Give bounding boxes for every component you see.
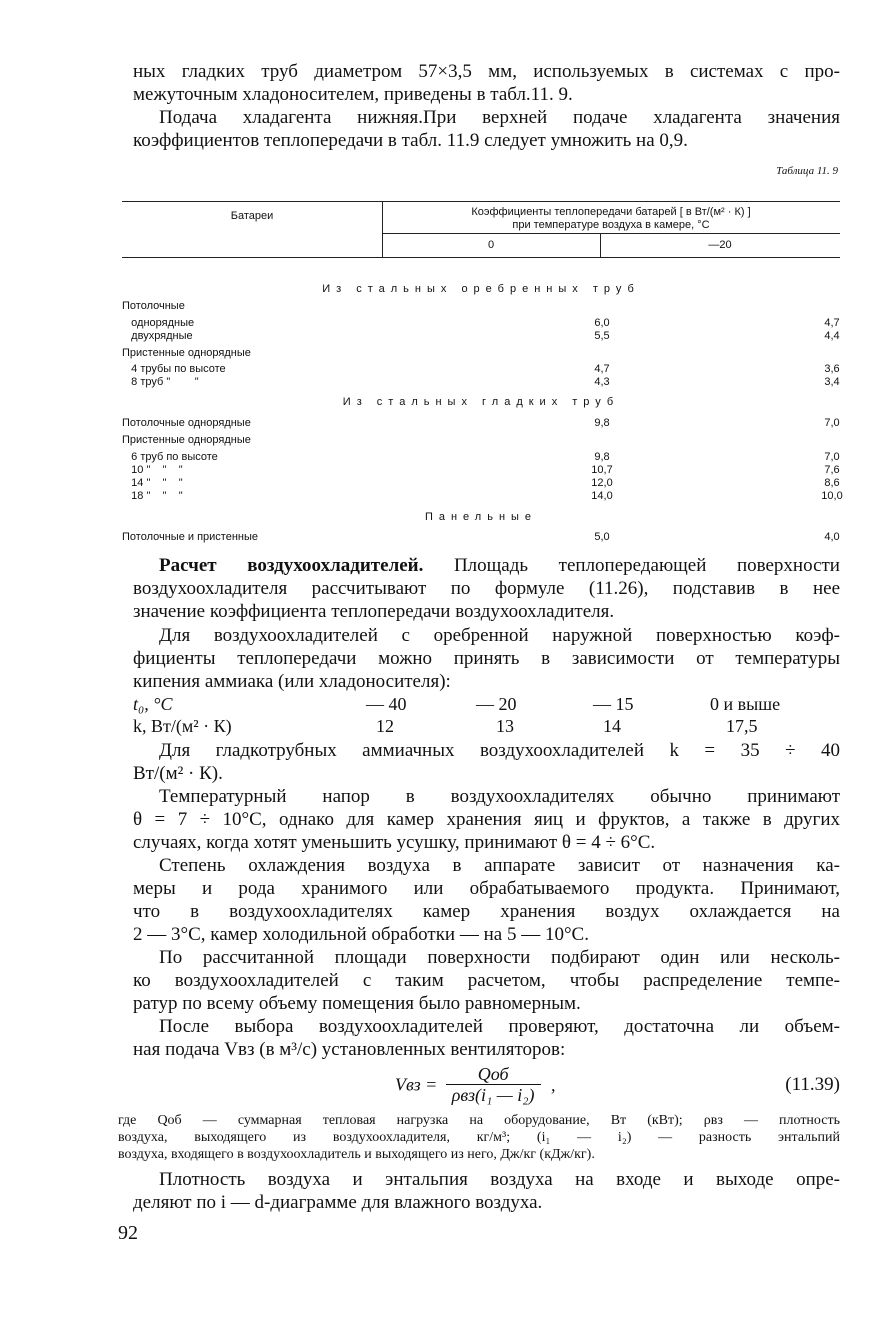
k-value: 12 (376, 716, 394, 736)
page-number: 92 (118, 1222, 138, 1244)
battery-name: Потолочные (122, 300, 185, 312)
coef-at-0: 4,3 (594, 376, 610, 388)
k-value: 17,5 (726, 716, 758, 736)
k-value: 0 и выше (710, 694, 781, 714)
text-line: воздухоохладителя рассчитывают по формуле (11.26), подставив в нее (133, 578, 840, 599)
text-line: После выбора воздухоохладителей проверяют, достаточна ли объем- (159, 1016, 840, 1037)
k-row-coefficient (133, 716, 840, 737)
text-line: Температурный напор в воздухоохладителях обычно принимают (159, 786, 840, 807)
table-head-rule (122, 257, 840, 258)
table-row (122, 317, 840, 330)
text-line (133, 554, 840, 577)
battery-name: 14 " " " (122, 477, 183, 489)
text-line: ко воздухоохладителей с таким расчетом, чтобы распределение темпе- (133, 970, 840, 991)
text-line: Для гладкотрубных аммиачных воздухоохладителей k = 35 ÷ 40 (159, 740, 840, 761)
header-coefficients: Коэффициенты теплопередачи батарей [ в Вт/(м² · К) ] (471, 206, 751, 218)
text-line: ных гладких труб диаметром 57×3,5 мм, используемых в системах с про- (133, 61, 840, 82)
formula-legend (118, 1112, 840, 1163)
text-line: Степень охлаждения воздуха в аппарате зависит от назначения ка- (159, 855, 840, 876)
header-temp-minus20: —20 (708, 239, 732, 251)
coef-at-minus20: 4,4 (824, 330, 840, 342)
battery-name: двухрядные (122, 330, 193, 342)
battery-name: 18 " " " (122, 490, 183, 502)
text-line: θ = 7 ÷ 10°С, однако для камер хранения яиц и фруктов, а также в других (133, 809, 840, 830)
table-section-title: Панельные (424, 511, 538, 523)
formula-comma: , (551, 1074, 556, 1095)
paragraph-selection (133, 946, 840, 1015)
table-row (122, 363, 840, 376)
table-section-title: Из стальных оребренных труб (322, 283, 640, 295)
formula-fraction (446, 1064, 541, 1105)
battery-name: Потолочные и пристенные (122, 531, 259, 543)
text-line: случаях, когда хотят уменьшить усушку, принимают θ = 4 ÷ 6°С. (133, 832, 656, 853)
table-row (122, 434, 840, 447)
table-row (122, 477, 840, 490)
k-value: 14 (603, 716, 621, 736)
k-value: — 40 (366, 694, 407, 714)
k-value: 13 (496, 716, 514, 736)
calc-heading: Расчет воздухоохладителей. (159, 555, 424, 576)
formula-numerator: Qоб (446, 1064, 541, 1085)
formula-11-39 (395, 1064, 556, 1105)
battery-name: 8 труб " " (122, 376, 199, 388)
coef-at-minus20: 3,4 (824, 376, 840, 388)
coef-at-0: 9,8 (594, 451, 610, 463)
k-value: — 15 (593, 694, 634, 714)
coef-at-0: 9,8 (594, 417, 610, 429)
table-row (122, 464, 840, 477)
coef-at-minus20: 4,7 (824, 317, 840, 329)
coef-at-minus20: 4,0 (824, 531, 840, 543)
k-value: — 20 (476, 694, 517, 714)
table-row (122, 451, 840, 464)
battery-name: Потолочные однорядные (122, 417, 251, 429)
paragraph-check (133, 1015, 840, 1061)
battery-name: Пристенные однорядные (122, 347, 251, 359)
coef-at-0: 4,7 (594, 363, 610, 375)
text-line: Вт/(м² · К). (133, 763, 223, 784)
text-line: 2 — 3°С, камер холодильной обработки — на 5 — 10°С. (133, 924, 589, 945)
coef-at-minus20: 3,6 (824, 363, 840, 375)
text-line: ратур по всему объему помещения было равномерным. (133, 993, 581, 1014)
equation-number: (11.39) (785, 1074, 840, 1095)
battery-name: Пристенные однорядные (122, 434, 251, 446)
text-line: межуточным хладоносителем, приведены в табл.11. 9. (133, 84, 573, 105)
table-row (122, 376, 840, 389)
text-line: воздуха, выходящего из воздухоохладителя, кг/м³; (i₁ — i₂) — разность энтальпий (118, 1130, 840, 1145)
battery-name: 10 " " " (122, 464, 183, 476)
text-line: деляют по i — d-диаграмме для влажного воздуха. (133, 1192, 543, 1213)
text-line: кипения аммиака (или хладоносителя): (133, 671, 451, 692)
table-row (122, 417, 840, 430)
coef-at-0: 5,0 (594, 531, 610, 543)
battery-name: однорядные (122, 317, 195, 329)
paragraph-intro (133, 60, 840, 106)
header-batteries: Батареи (230, 210, 274, 222)
table-row (122, 300, 840, 313)
paragraph-supply (133, 106, 840, 152)
table-row (122, 330, 840, 343)
text-line: меры и рода хранимого или обрабатываемого продукта. Принимают, (133, 878, 840, 899)
table-top-rule (122, 201, 840, 202)
text-line: фициенты теплопередачи можно принять в зависимости от температуры (133, 648, 840, 669)
text-run: Площадь теплопередающей поверхности (423, 555, 840, 576)
table-section-title: Из стальных гладких труб (342, 396, 620, 408)
header-coefficients-sub: при температуре воздуха в камере, °С (512, 219, 710, 231)
table-caption: Таблица 11. 9 (776, 165, 838, 177)
coef-at-0: 5,5 (594, 330, 610, 342)
coef-at-minus20: 7,6 (824, 464, 840, 476)
text-line: Подача хладагента нижняя.При верхней подаче хладагента значения (159, 107, 840, 128)
battery-name: 4 трубы по высоте (122, 363, 226, 375)
paragraph-cooling-degree (133, 854, 840, 946)
k-label-t0: t₀, °С (133, 694, 173, 714)
text-line: По рассчитанной площади поверхности подбирают один или несколь- (159, 947, 840, 968)
coef-at-0: 14,0 (591, 490, 613, 502)
table-sub-rule (382, 233, 840, 234)
coef-at-0: 6,0 (594, 317, 610, 329)
text-line: что в воздухоохладителях камер хранения воздух охлаждается на (133, 901, 840, 922)
k-row-temperature (133, 694, 840, 715)
formula-denominator: ρвз(i₁ — i₂) (451, 1085, 535, 1105)
text-line: Плотность воздуха и энтальпия воздуха на входе и выходе опре- (159, 1169, 840, 1190)
text-line: Для воздухоохладителей с оребренной наружной поверхностью коэф- (159, 625, 840, 646)
coef-at-0: 10,7 (591, 464, 613, 476)
header-temp-0: 0 (487, 239, 495, 251)
coef-at-minus20: 8,6 (824, 477, 840, 489)
text-line: значение коэффициента теплопередачи воздухоохладителя. (133, 601, 615, 622)
table-row (122, 347, 840, 360)
battery-name: 6 труб по высоте (122, 451, 218, 463)
k-label-k: k, Вт/(м² · К) (133, 716, 232, 736)
coef-at-minus20: 7,0 (824, 451, 840, 463)
paragraph-smooth (133, 739, 840, 785)
paragraph-density (133, 1168, 840, 1214)
paragraph-finned (133, 624, 840, 693)
formula-lhs: Vвз = (395, 1074, 438, 1095)
text-line: коэффициентов теплопередачи в табл. 11.9 следует умножить на 0,9. (133, 130, 688, 151)
paragraph-temp-head (133, 785, 840, 854)
paragraph-calc (133, 554, 840, 623)
coef-at-minus20: 10,0 (821, 490, 843, 502)
table-row (122, 490, 843, 503)
text-line: воздуха, входящего в воздухоохладитель и выходящего из него, Дж/кг (кДж/кг). (118, 1147, 595, 1162)
coef-at-minus20: 7,0 (824, 417, 840, 429)
table-row (122, 531, 840, 544)
text-line: где Qоб — суммарная тепловая нагрузка на оборудование, Вт (кВт); ρвз — плотность (118, 1113, 840, 1128)
coef-at-0: 12,0 (591, 477, 613, 489)
text-line: ная подача Vвз (в м³/с) установленных вентиляторов: (133, 1039, 566, 1060)
